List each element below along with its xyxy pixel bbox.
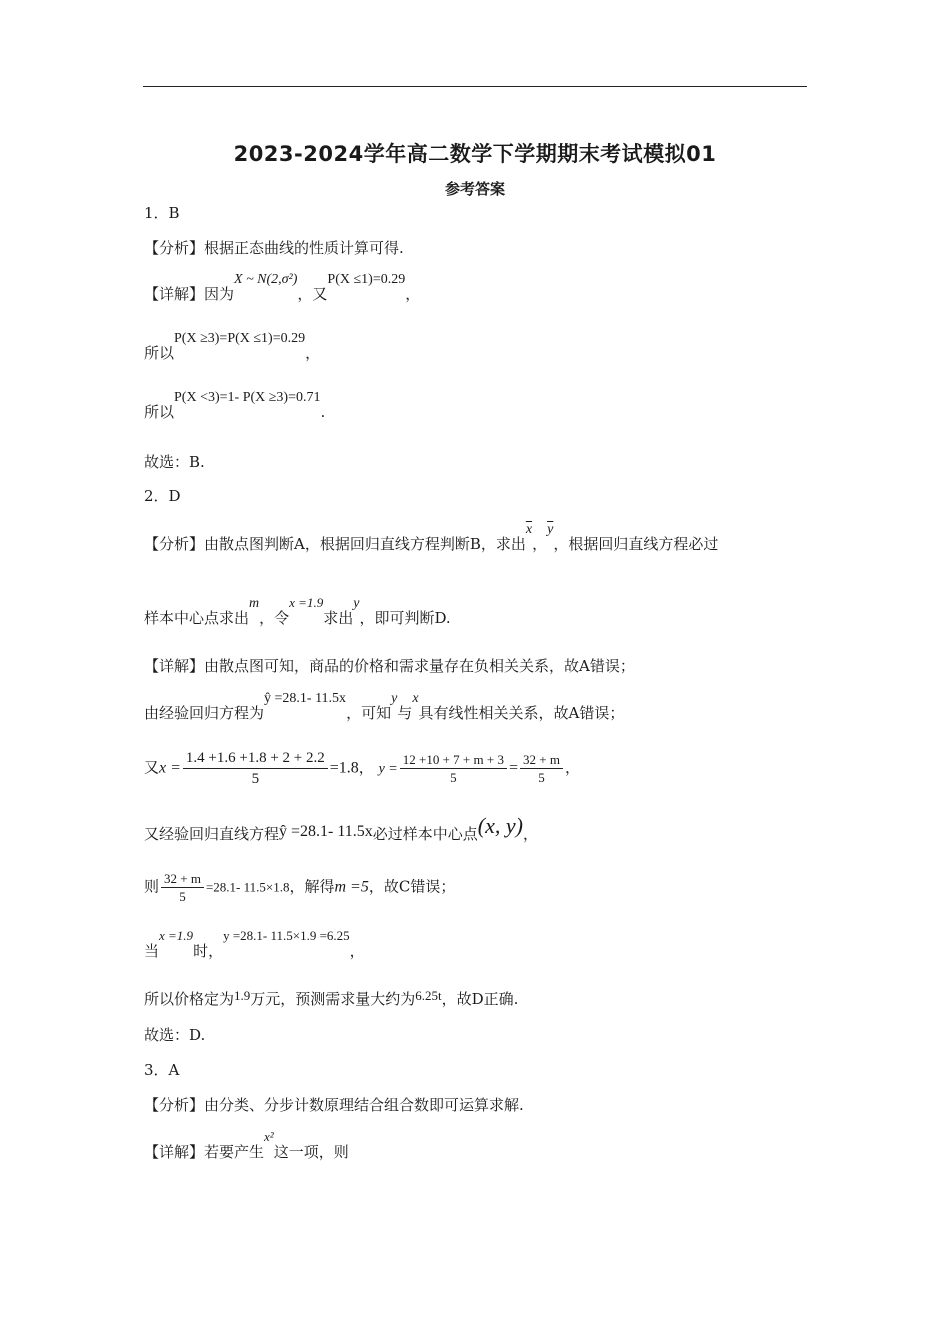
q2-dang-x: x =1.9 — [159, 928, 194, 943]
q2-center-b: 必过样本中心点 — [372, 825, 478, 843]
q2-you: 又 — [144, 758, 160, 777]
q2-m5: m =5 — [334, 878, 369, 896]
q2-analysis-2: ，根据回归直线方程必过 — [553, 535, 719, 553]
q2-x19: x =1.9 — [289, 595, 324, 610]
q2-ze-line — [144, 870, 455, 905]
q2-ybar: $\overline{y}$ — [547, 522, 554, 537]
q2-ze-num: 32 + m — [161, 870, 204, 888]
q2-ybar-den: 5 — [450, 770, 457, 785]
q2-ybar-den2: 5 — [538, 770, 545, 785]
q1-eq1-comma: ， — [305, 344, 321, 362]
q2-xbar-den: 5 — [251, 771, 260, 787]
q2-xbar-fraction — [183, 748, 328, 789]
q1-detail-prefix: 【详解】因为 — [144, 285, 235, 303]
q3-detail-a: 【详解】若要产生 — [144, 1143, 265, 1161]
q1-detail-line — [144, 272, 421, 306]
q3-analysis: 【分析】由分类、分步计数原理结合组合数即可运算求解. — [144, 1096, 524, 1114]
q1-distribution: X ~ N(2,σ²) — [234, 272, 298, 287]
q1-choose: 故选：B. — [144, 453, 205, 471]
q2-dang-eq: y =28.1- 11.5×1.9 =6.25 — [223, 928, 350, 943]
q1-eq2: P(X <3)=1- P(X ≥3)=0.71 — [174, 390, 321, 405]
q2-exp-y: y — [391, 691, 398, 706]
q2-center-point: (x, y) — [477, 813, 523, 838]
q1-you: ，又 — [297, 285, 328, 303]
q2-ybar-sym: y = — [378, 761, 398, 777]
q3-detail-b: 这一项，则 — [273, 1143, 349, 1161]
q3-x2: x² — [264, 1129, 274, 1144]
q2-ze-c: ，故C错误； — [368, 877, 456, 896]
q1-eq1-line — [144, 331, 321, 365]
q2-ybar-fraction2 — [520, 751, 563, 786]
q2-ybar-num: 12 +10 + 7 + m + 3 — [400, 751, 507, 769]
q3-answer: 3．A — [144, 1061, 180, 1079]
q1-period: . — [320, 403, 326, 421]
q2-center-eq: ŷ =28.1- 11.5x — [279, 823, 373, 840]
q2-line2-d: ，即可判断D. — [359, 609, 451, 627]
q2-mean-line: 又x = $\frac{1.4 +1.6 +1.8 + 2 + 2.2}{5}$ =1.8， y = $\frac{12 +10 + 7 + m + 3}{5}$ = $\frac{32 + m}{5}$ ， — [144, 750, 580, 787]
q2-center-line: 又经验回归直线方程ŷ =28.1- 11.5x必过样本中心点(x, y)， — [144, 813, 538, 843]
q2-exp-a: 由经验回归方程为 — [144, 704, 265, 722]
q2-price-b: 万元，预测需求量大约为 — [250, 990, 416, 1008]
q2-exp-d: 具有线性相关关系，故A错误； — [418, 704, 625, 722]
q2-ze-fraction — [161, 870, 204, 905]
q1-eq1: P(X ≥3)=P(X ≤1)=0.29 — [174, 331, 306, 346]
header-rule — [143, 86, 807, 87]
q1-suoyi1: 所以 — [144, 344, 175, 362]
q2-choose: 故选：D. — [144, 1026, 206, 1044]
page-title: 2023-2024学年高二数学下学期期末考试模拟01 — [233, 142, 717, 166]
q2-dang-line: 当x =1.9时，y =28.1- 11.5×1.9 =6.25， — [144, 928, 365, 960]
q1-p-le1: P(X ≤1)=0.29 — [327, 272, 406, 287]
page-subtitle: 参考答案 — [444, 180, 505, 198]
q1-suoyi2: 所以 — [144, 403, 175, 421]
q1-answer: 1．B — [144, 204, 180, 222]
q2-xbar: $\overline{x}$ — [525, 522, 533, 537]
q2-analysis-1: 【分析】由散点图判断A，根据回归直线方程判断B，求出 — [144, 535, 526, 553]
q2-ze-den: 5 — [179, 889, 186, 904]
q2-price-value: 1.9 — [234, 988, 251, 1003]
q2-dang-shi: 时， — [193, 942, 224, 960]
q1-comma: ， — [405, 285, 421, 303]
q2-line2-c: 求出 — [323, 609, 354, 627]
q2-line2-b: ，令 — [259, 609, 290, 627]
q2-answer: 2．D — [144, 487, 181, 505]
q2-dang: 当 — [144, 942, 160, 960]
q3-detail-line — [144, 1129, 349, 1163]
q2-xbar-res: =1.8 — [329, 759, 359, 777]
q2-exp-c: 与 — [397, 704, 413, 722]
q2-ybar-num2: 32 + m — [520, 751, 563, 769]
q2-ybar-eq: = — [508, 759, 518, 777]
q2-xbar-sym: x = — [159, 759, 181, 777]
q2-ze-b: ，解得 — [289, 877, 335, 896]
q1-eq2-line — [144, 390, 326, 424]
q2-ze: 则 — [144, 877, 160, 896]
q2-analysis-line2 — [144, 595, 451, 630]
q2-price-line — [144, 989, 518, 1010]
q2-detail-1: 【详解】由散点图可知，商品的价格和需求量存在负相关关系，故A错误； — [144, 657, 635, 675]
q2-price-c: ，故D正确. — [441, 990, 519, 1008]
q2-exp-line — [144, 691, 625, 725]
q2-xbar-num: 1.4 +1.6 +1.8 + 2 + 2.2 — [183, 748, 328, 769]
q2-line2-a: 样本中心点求出 — [144, 609, 250, 627]
q2-m: m — [249, 596, 260, 611]
q2-price-a: 所以价格定为 — [144, 990, 235, 1008]
q2-reg-eq: ŷ =28.1- 11.5x — [264, 691, 347, 706]
q2-analysis-line1: 【分析】由散点图判断A，根据回归直线方程判断B，求出$\overline{x}$，$\overline{y}$，根据回归直线方程必过 — [144, 522, 719, 553]
q2-ze-eq: =28.1- 11.5×1.8 — [205, 879, 290, 895]
q2-yhat: y — [353, 596, 360, 611]
q1-analysis: 【分析】根据正态曲线的性质计算可得. — [144, 239, 404, 257]
q2-center-a: 又经验回归直线方程 — [144, 825, 280, 843]
q2-exp-b: ，可知 — [346, 704, 392, 722]
q2-demand-value: 6.25t — [415, 988, 442, 1003]
q2-exp-x: x — [412, 691, 419, 706]
q2-ybar-fraction — [400, 751, 507, 786]
